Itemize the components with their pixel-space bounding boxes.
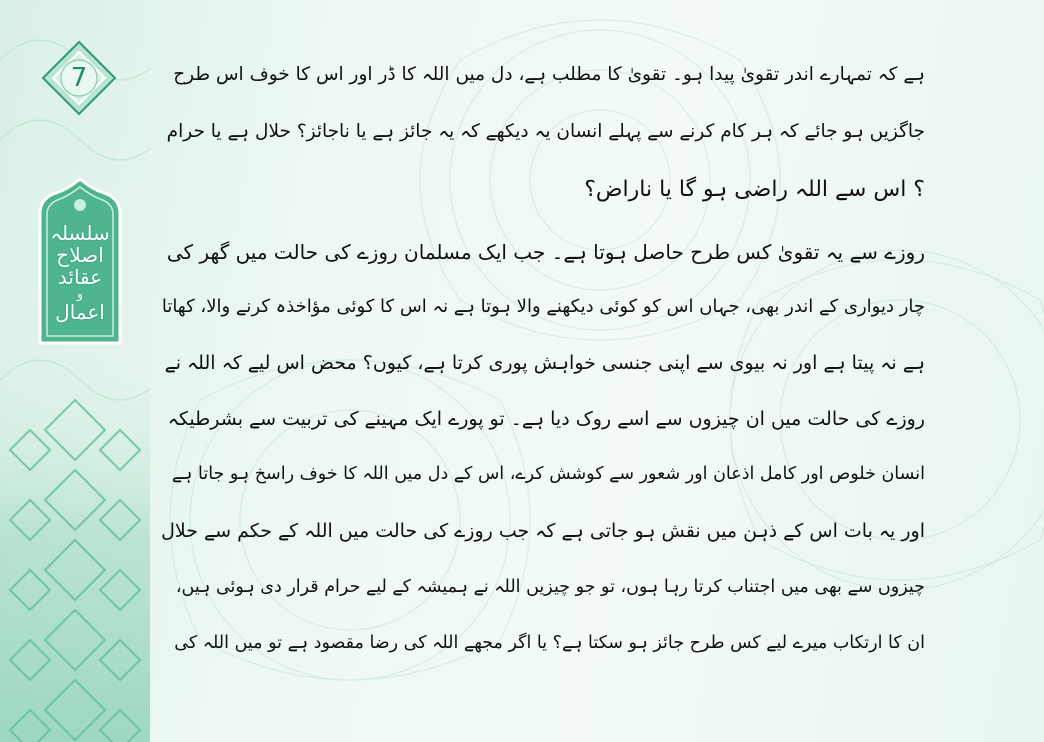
series-title (34, 222, 126, 323)
series-title-line1: سلسلہ (50, 221, 110, 245)
text-line: روزے کی حالت میں ان چیزوں سے اسے روک دیا ہے۔ تو پورے ایک مہینے کی تربیت سے بشرطیکہ (167, 408, 925, 430)
text-line: ان کا ارتکاب میرے لیے کس طرح جائز ہو سکتا ہے؟ یا اگر مجھے اللہ کی رضا مقصود ہے تو میں اللہ کی (174, 633, 925, 653)
text-line: چار دیواری کے اندر بھی، جہاں اس کو کوئی دیکھنے والا ہوتا ہے نہ اس کا کوئی مؤاخذہ کرنے والا، کھاتا (161, 296, 925, 317)
text-line: جاگزیں ہو جائے کہ ہر کام کرنے سے پہلے انسان یہ دیکھے کہ یہ جائز ہے یا ناجائز؟ حلال ہے یا حرام (166, 121, 925, 142)
text-line: ہے کہ تمہارے اندر تقویٰ پیدا ہو۔ تقویٰ کا مطلب ہے، دل میں اللہ کا ڈر اور اس کا خوف اس طرح (173, 64, 925, 85)
text-line: چیزوں سے بھی میں اجتناب کرتا رہا ہوں، تو جو چیزیں اللہ نے ہمیشہ کے لیے حرام قرار دی ہوئی ہیں، (175, 577, 925, 597)
text-line: ہے نہ پیتا ہے اور نہ بیوی سے اپنی جنسی خواہش پوری کرتا ہے، کیوں؟ محض اس لیے کہ اللہ نے (164, 352, 925, 374)
series-title-line2: اصلاح (56, 243, 104, 267)
text-line: ؟ اس سے اللہ راضی ہو گا یا ناراض؟ (584, 177, 925, 202)
series-title-line3: عقائد (57, 265, 103, 289)
series-title-line5: اعمال (55, 300, 105, 324)
text-line: روزے سے یہ تقویٰ کس طرح حاصل ہوتا ہے۔ جب ایک مسلمان روزے کی حالت میں گھر کی (166, 240, 925, 264)
page-number: 7 (70, 63, 88, 93)
series-title-line4: و (76, 287, 84, 302)
text-line: اور یہ بات اس کے ذہن میں نقش ہو جاتی ہے کہ جب روزے کی حالت میں اللہ کے حکم سے حلال (161, 520, 925, 542)
text-line: انسان خلوص اور کامل اذعان اور شعور سے کوشش کرے، اس کے دل میں اللہ کا خوف راسخ ہو جاتا ہے (171, 464, 925, 484)
